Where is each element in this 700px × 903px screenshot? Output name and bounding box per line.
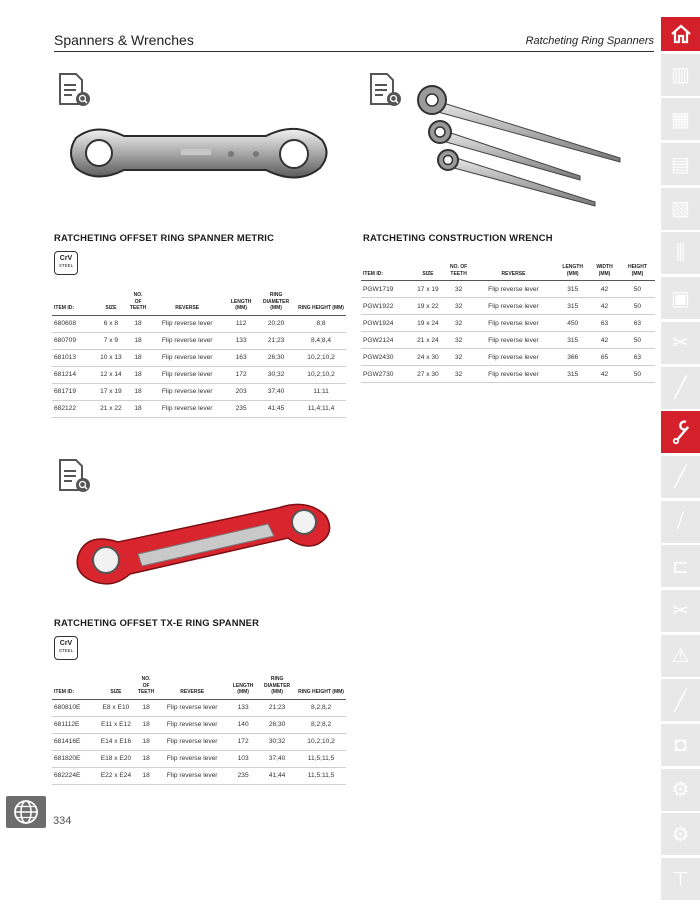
gear-icon[interactable]: ⚙ <box>661 813 700 855</box>
warning-icon[interactable]: ⚠ <box>661 635 700 677</box>
home-icon[interactable] <box>661 17 700 51</box>
txe-spanner-image <box>68 498 336 590</box>
crv-steel-badge: CrV STEEL <box>54 636 78 660</box>
table-row: PGW1719 17 x 19 32 Flip reverse lever 315 42 50 <box>361 281 655 298</box>
table-row: PGW1924 19 x 24 32 Flip reverse lever 450 63 63 <box>361 315 655 332</box>
section-title-metric: RATCHETING OFFSET RING SPANNER METRIC <box>54 232 275 243</box>
section-title-txe: RATCHETING OFFSET TX-E RING SPANNER <box>54 617 260 628</box>
case-icon[interactable]: ▣ <box>661 277 700 319</box>
table-row: 681112E E11 x E12 18 Flip reverse lever 140 26;30 8,2;8,2 <box>52 716 346 733</box>
screwdriver-icon[interactable]: ╱ <box>661 367 700 409</box>
datasheet-icon[interactable] <box>57 458 91 494</box>
page-subtitle: Ratcheting Ring Spanners <box>525 35 654 47</box>
crv-steel-badge: CrV STEEL <box>54 251 78 275</box>
table-header-row: ITEM ID: SIZE NO. OF TEETH REVERSE LENGTH (MM) WIDTH (MM) HEIGHT (MM) <box>361 264 655 281</box>
table-row: 682122 21 x 22 18 Flip reverse lever 235 41;45 11,4;11,4 <box>52 400 346 417</box>
hook-icon[interactable]: ⊤ <box>661 858 700 900</box>
tools-icon[interactable]: ▥ <box>661 54 700 96</box>
section-title-construction: RATCHETING CONSTRUCTION WRENCH <box>363 232 553 243</box>
metric-spanner-image <box>66 118 332 186</box>
page-title: Spanners & Wrenches <box>54 32 194 48</box>
table-header-row: ITEM ID: SIZE NO. OF TEETH REVERSE LENGTH (MM) RING DIAMETER (MM) RING HEIGHT (MM) <box>52 676 346 699</box>
category-sidebar <box>661 17 700 903</box>
construction-spec-table <box>361 264 655 383</box>
spanner-icon[interactable] <box>661 411 700 453</box>
table-row: PGW1922 19 x 22 32 Flip reverse lever 315 42 50 <box>361 298 655 315</box>
plier-icon[interactable]: ✂ <box>661 322 700 364</box>
globe-icon[interactable] <box>6 796 46 828</box>
table-row: PGW2124 21 x 24 32 Flip reverse lever 315 42 50 <box>361 332 655 349</box>
table-row: 680810E E8 x E10 18 Flip reverse lever 133 21;23 8,2;8,2 <box>52 699 346 716</box>
table-row: PGW2430 24 x 30 32 Flip reverse lever 366 65 63 <box>361 349 655 366</box>
clamp-icon[interactable]: ⊏ <box>661 545 700 587</box>
table-row: 681214 12 x 14 18 Flip reverse lever 172 30;32 10,2;10,2 <box>52 366 346 383</box>
set-icon[interactable]: ▦ <box>661 98 700 140</box>
datasheet-icon[interactable] <box>368 72 402 108</box>
table-row: 681719 17 x 19 18 Flip reverse lever 203 37;40 11;11 <box>52 383 346 400</box>
page-number: 334 <box>53 815 72 827</box>
tape-icon[interactable]: ◘ <box>661 724 700 766</box>
screwdriver-set-icon[interactable]: ⫼ <box>661 232 700 274</box>
hammer-icon[interactable]: ╱ <box>661 456 700 498</box>
table-row: 680709 7 x 9 18 Flip reverse lever 133 21;23 8,4;8,4 <box>52 332 346 349</box>
table-row: 681013 10 x 13 18 Flip reverse lever 163 26;30 10,2;10,2 <box>52 349 346 366</box>
box-icon[interactable]: ▧ <box>661 188 700 230</box>
plier-cutter-icon[interactable]: ✂ <box>661 590 700 632</box>
table-row: 681416E E14 x E16 18 Flip reverse lever 172 30;32 10,2;10,2 <box>52 733 346 750</box>
table-row: 680608 6 x 8 18 Flip reverse lever 112 20;20 8;8 <box>52 315 346 332</box>
txe-spec-table <box>52 676 346 785</box>
datasheet-icon[interactable] <box>57 72 91 108</box>
table-header-row: ITEM ID: SIZE NO. OF TEETH REVERSE LENGTH (MM) RING DIAMETER (MM) RING HEIGHT (MM) <box>52 292 346 315</box>
table-row: 682224E E22 x E24 18 Flip reverse lever 235 41;44 11,5;11,5 <box>52 767 346 784</box>
cutter-icon[interactable]: ⧸ <box>661 501 700 543</box>
table-row: PGW2730 27 x 30 32 Flip reverse lever 315 42 50 <box>361 366 655 383</box>
header-divider <box>54 51 654 52</box>
construction-wrench-image <box>410 80 630 210</box>
cart-icon[interactable]: ▤ <box>661 143 700 185</box>
file-icon[interactable]: ╱ <box>661 679 700 721</box>
gear-tool-icon[interactable]: ⚙ <box>661 769 700 811</box>
table-row: 681820E E18 x E20 18 Flip reverse lever 103 37;40 11,5;11,5 <box>52 750 346 767</box>
metric-spec-table <box>52 292 346 418</box>
